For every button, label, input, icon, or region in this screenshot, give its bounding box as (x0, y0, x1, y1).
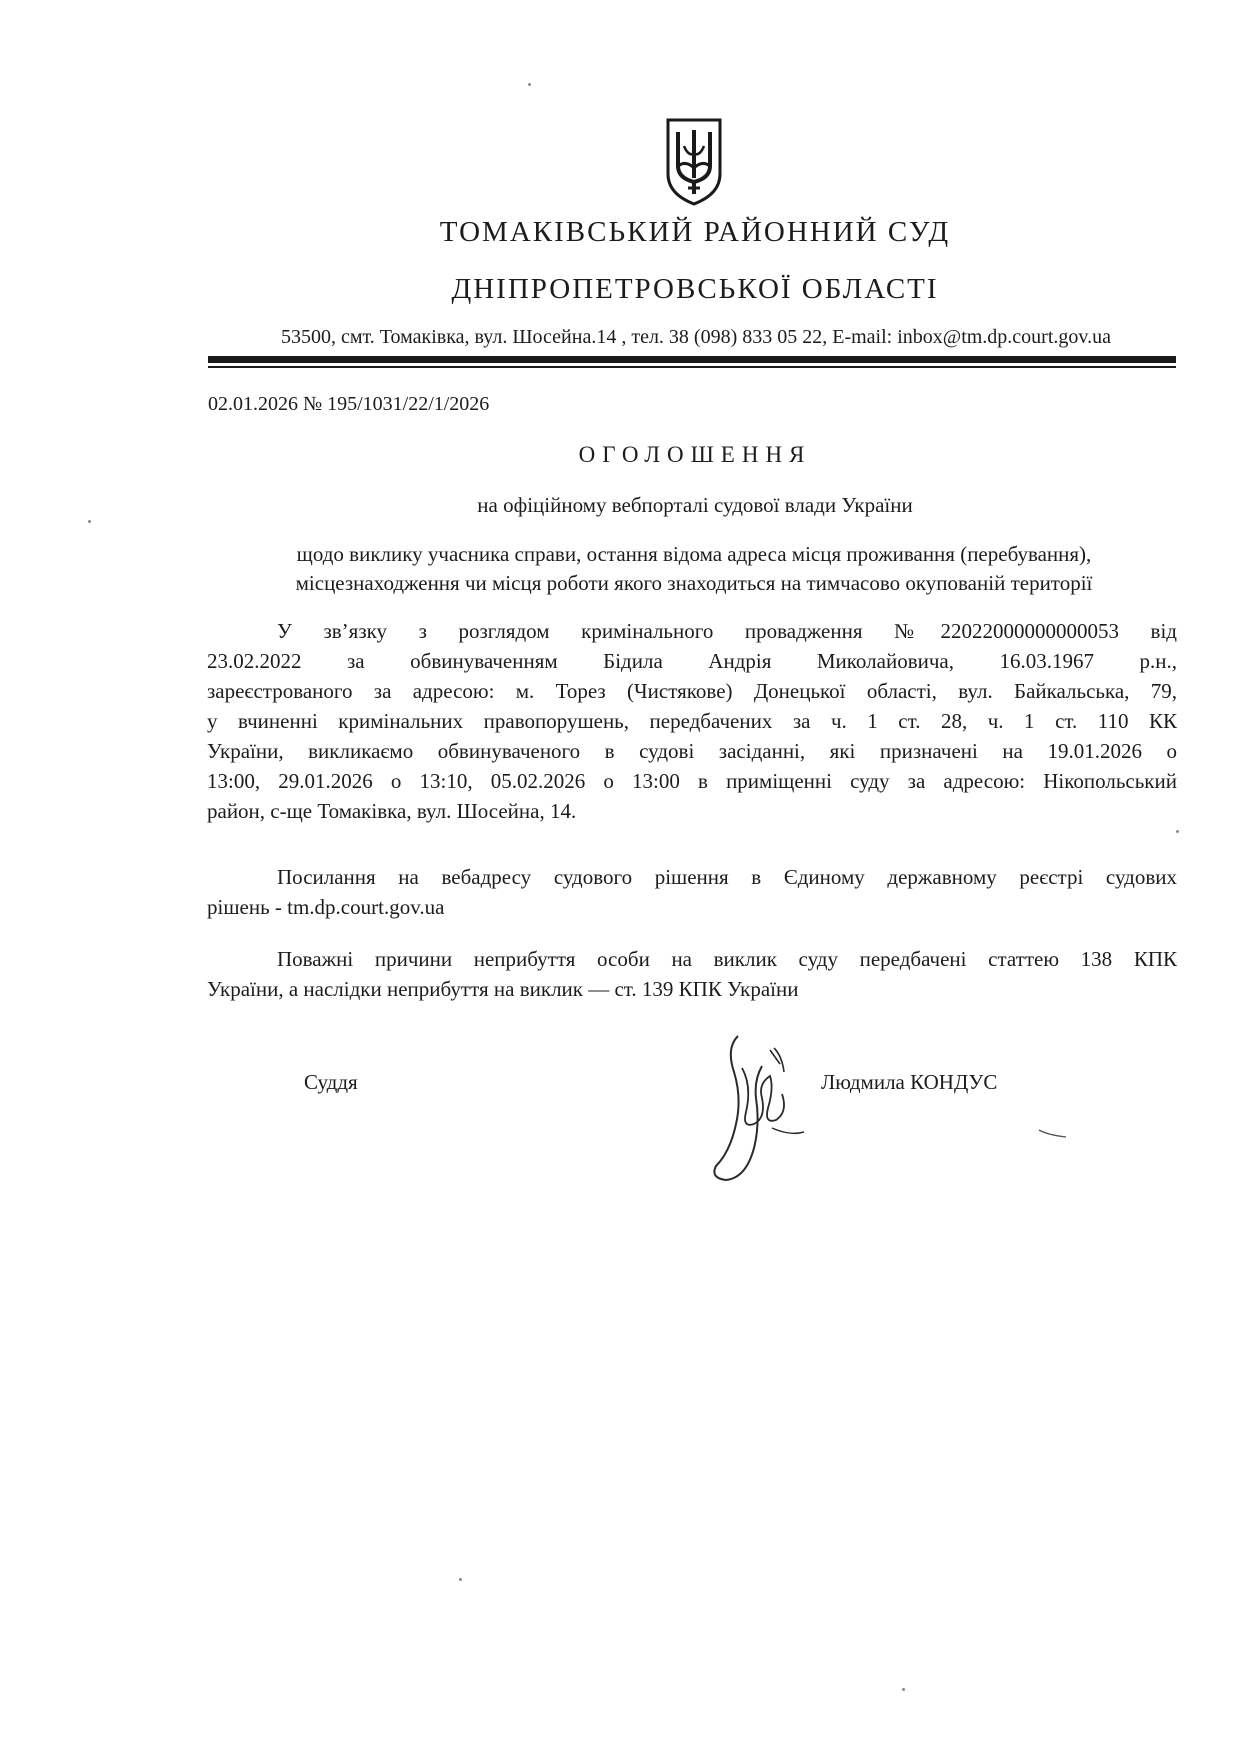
body-paragraph-summons (207, 616, 1177, 826)
purpose-line-2: місцезнаходження чи місця роботи якого знаходиться на тимчасово окупованій території (295, 571, 1093, 595)
paragraph-line: Посилання на вебадресу судового рішення в Єдиному державному реєстрі судових (277, 865, 1177, 889)
handwritten-signature-icon (712, 1028, 822, 1188)
document-reference: 02.01.2026 № 195/1031/22/1/2026 (208, 393, 490, 415)
body-paragraph-registry-link (207, 862, 1177, 922)
header-divider-thick (208, 356, 1176, 363)
court-name-line1: ТОМАКІВСЬКИЙ РАЙОННИЙ СУД (439, 216, 951, 248)
scan-speck (459, 1578, 462, 1581)
scan-speck (902, 1688, 905, 1691)
paragraph-line: район, с-ще Томаківка, вул. Шосейна, 14. (207, 799, 577, 823)
paragraph-line: Поважні причини неприбуття особи на виклик суду передбачені статтею 138 КПК (277, 947, 1177, 971)
body-paragraph-reasons (207, 944, 1177, 1004)
trident-coat-of-arms-icon (664, 116, 724, 206)
pen-mark-icon (1038, 1127, 1068, 1139)
paragraph-line: України, а наслідки неприбуття на виклик — ст. 139 КПК України (207, 977, 799, 1001)
paragraph-line: зареєстрованого за адресою: м. Торез (Чистякове) Донецької області, вул. Байкальська, 79, (207, 679, 1177, 703)
scan-speck (1176, 830, 1179, 833)
paragraph-line: у вчиненні кримінальних правопорушень, передбачених за ч. 1 ст. 28, ч. 1 ст. 110 КК (207, 709, 1177, 733)
scan-speck (528, 83, 531, 86)
paragraph-line: рішень - tm.dp.court.gov.ua (207, 895, 445, 919)
judge-name: Людмила КОНДУС (821, 1070, 998, 1094)
scan-speck (88, 520, 91, 523)
paragraph-line: 13:00, 29.01.2026 о 13:10, 05.02.2026 о 13:00 в приміщенні суду за адресою: Нікопольський (207, 769, 1177, 793)
paragraph-line: 23.02.2022 за обвинуваченням Бідила Андрія Миколайовича, 16.03.1967 р.н., (207, 649, 1177, 673)
header-divider-thin (208, 366, 1176, 368)
court-address: 53500, смт. Томаківка, вул. Шосейна.14 , тел. 38 (098) 833 05 22, E-mail: inbox@tm.dp.court.gov.ua (281, 326, 1111, 348)
paragraph-line: України, викликаємо обвинуваченого в судові засіданні, які призначені на 19.01.2026 о (207, 739, 1177, 763)
judge-role-label: Суддя (304, 1070, 358, 1094)
paragraph-line: У зв’язку з розглядом кримінального провадження №22022000000000053 від (277, 619, 1177, 643)
document-subtitle: на офіційному вебпорталі судової влади України (477, 493, 913, 517)
document-title: ОГОЛОШЕННЯ (578, 442, 812, 467)
purpose-line-1: щодо виклику учасника справи, остання відома адреса місця проживання (перебування), (296, 542, 1092, 566)
court-name-line2: ДНІПРОПЕТРОВСЬКОЇ ОБЛАСТІ (451, 273, 939, 305)
